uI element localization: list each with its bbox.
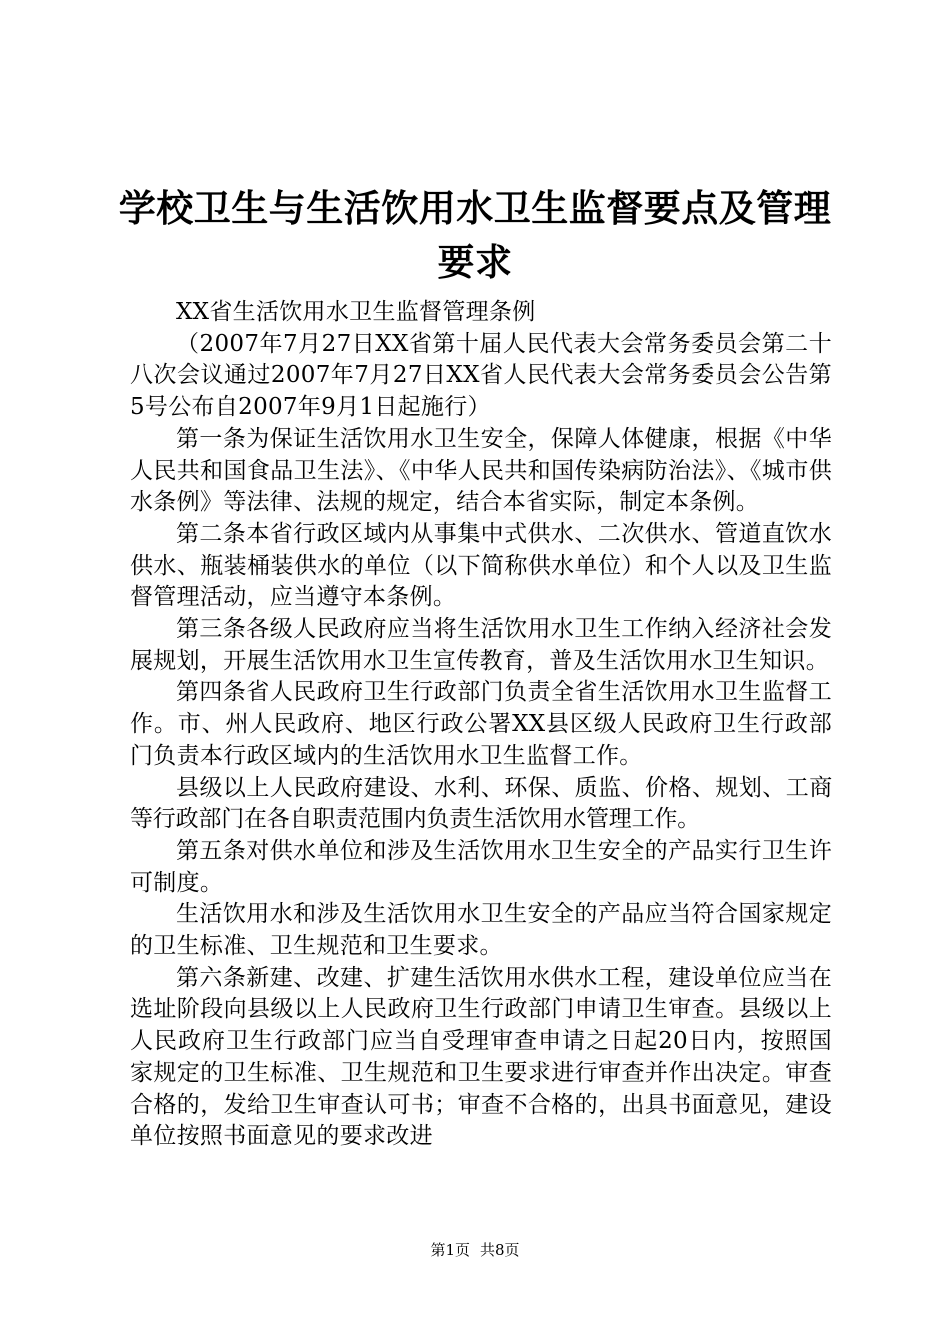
article-4-clause-2: 县级以上人民政府建设、水利、环保、质监、价格、规划、工商等行政部门在各自职责范围内负责生活饮用水管理工作。 [130, 774, 832, 833]
article-3: 第三条各级人民政府应当将生活饮用水卫生工作纳入经济社会发展规划，开展生活饮用水卫生宣传教育，普及生活饮用水卫生知识。 [130, 616, 832, 674]
page-total: 共8页 [480, 1241, 520, 1259]
article-6: 第六条新建、改建、扩建生活饮用水供水工程，建设单位应当在选址阶段向县级以上人民政府卫生行政部门申请卫生审查。县级以上人民政府卫生行政部门应当自受理审查申请之日起20日内，按照国家规定的卫生标准、卫生规范和卫生要求进行审查并作出决定。审查合格的，发给卫生审查认可书；审查不合格的，出具书面意见，建设单位按照书面意见的要求改进 [130, 964, 832, 1150]
article-5-clause-2: 生活饮用水和涉及生活饮用水卫生安全的产品应当符合国家规定的卫生标准、卫生规范和卫生要求。 [130, 901, 832, 960]
adoption-note: （2007年7月27日XX省第十届人民代表大会常务委员会第二十八次会议通过2007年7月27日XX省人民代表大会常务委员会公告第5号公布自2007年9月1日起施行） [130, 330, 832, 421]
article-4: 第四条省人民政府卫生行政部门负责全省生活饮用水卫生监督工作。市、州人民政府、地区行政公署XX县区级人民政府卫生行政部门负责本行政区域内的生活饮用水卫生监督工作。 [130, 679, 832, 769]
article-1: 第一条为保证生活饮用水卫生安全，保障人体健康，根据《中华人民共和国食品卫生法》、《中华人民共和国传染病防治法》、《城市供水条例》等法律、法规的规定，结合本省实际，制定本条例。 [130, 425, 832, 516]
page-footer [0, 1240, 950, 1260]
regulation-name: XX省生活饮用水卫生监督管理条例 [176, 299, 536, 325]
article-2: 第二条本省行政区域内从事集中式供水、二次供水、管道直饮水供水、瓶装桶装供水的单位（以下简称供水单位）和个人以及卫生监督管理活动，应当遵守本条例。 [130, 520, 832, 611]
document-title: 学校卫生与生活饮用水卫生监督要点及管理要求 [118, 187, 832, 284]
article-5: 第五条对供水单位和涉及生活饮用水卫生安全的产品实行卫生许可制度。 [130, 837, 832, 896]
document-body [130, 297, 832, 1153]
page-number: 第1页 [430, 1241, 470, 1259]
